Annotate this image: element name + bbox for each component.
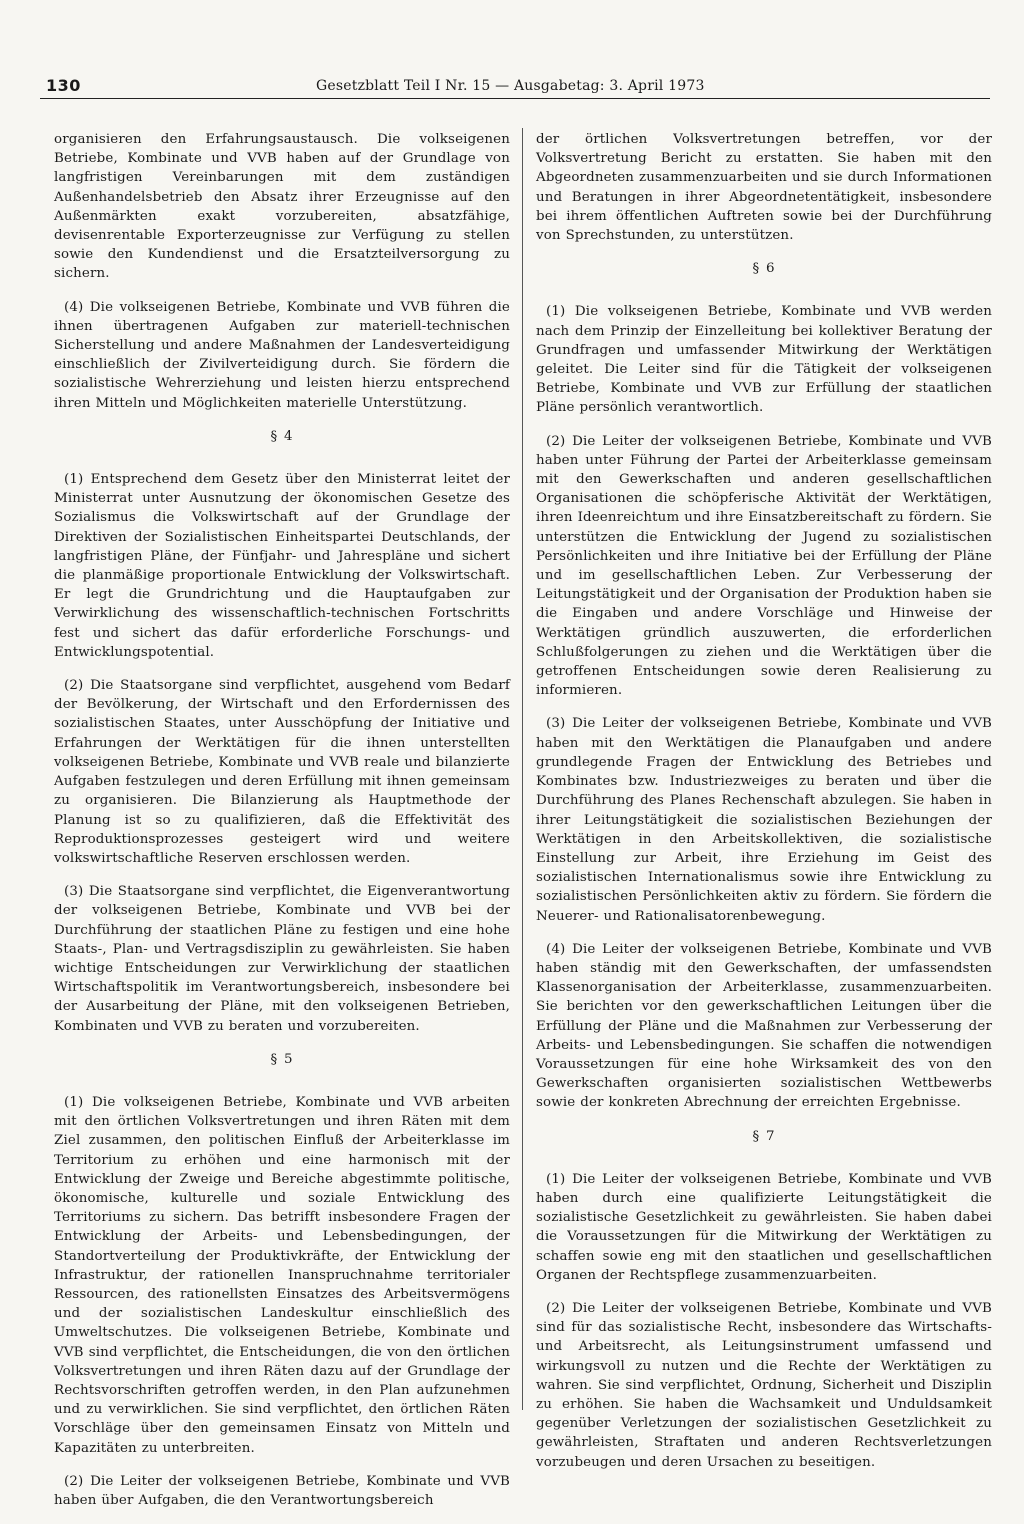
header-rule xyxy=(40,98,990,99)
paragraph: (1) Die volkseigenen Betriebe, Kombinate und VVB werden nach dem Prinzip der Einzelleitung bei kollektiver Beratung der Grundfragen und umfassender Mitwirkung der Werktätigen geleitet. Die Leiter sind für die Tätigkeit der volkseigenen Betriebe, Kombinate und VVB zur Erfüllung der staatlichen Pläne persönlich verantwortlich. xyxy=(536,304,992,416)
page-number: 130 xyxy=(46,76,81,95)
paragraph: (1) Die volkseigenen Betriebe, Kombinate und VVB arbeiten mit den örtlichen Volksvertretungen und ihren Räten mit dem Ziel zusammen, den politischen Einfluß der Arbeiterklasse im Territorium zu erhöhen und eine harmonisch mit der Entwicklung der Zweige und Bereiche abgestimmte politische, ökonomische, kulturelle und soziale Entwicklung des Territoriums zu sichern. Das betrifft insbesondere Fragen der Entwicklung der Arbeits- und Lebensbedingungen, der Standortverteilung der Produktivkräfte, der Entwicklung der Infrastruktur, der rationellen Inanspruchnahme territorialer Ressourcen, des rationellsten Einsatzes des Arbeitsvermögens und der sozialistischen Landeskultur einschließlich des Umweltschutzes. Die volkseigenen Betriebe, Kombinate und VVB sind verpflichtet, die Entscheidungen, die von den örtlichen Volksvertretungen und ihren Räten dazu auf der Grundlage der Rechtsvorschriften getroffen werden, in den Plan aufzunehmen und zu verwirklichen. Sie sind verpflichtet, den örtlichen Räten Vorschläge über den gemeinsamen Einsatz von Mitteln und Kapazitäten zu unterbreiten. xyxy=(54,1094,510,1456)
paragraph: (3) Die Leiter der volkseigenen Betriebe, Kombinate und VVB haben mit den Werktätigen die Planaufgaben und andere grundlegende Fragen der Entwicklung des Betriebes und Kombinates bzw. Industriezweiges zu beraten und über die Durchführung des Planes Rechenschaft abzulegen. Sie haben in ihrer Leitungstätigkeit die sozialistischen Beziehungen der Werktätigen in den Arbeitskollektiven, die sozialistische Einstellung zur Arbeit, ihre Erziehung im Geist des sozialistischen Internationalismus sowie ihre Entwicklung zu sozialistischen Persönlichkeiten aktiv zu fördern. Sie fördern die Neuerer- und Rationalisatorenbewegung. xyxy=(536,716,992,924)
left-column xyxy=(54,130,510,1524)
paragraph: (4) Die Leiter der volkseigenen Betriebe, Kombinate und VVB haben ständig mit den Gewerkschaften, der umfassendsten Klassenorganisation der Arbeiterklasse, zusammenzuarbeiten. Sie berichten vor den gewerkschaftlichen Leitungen über die Erfüllung der Pläne und die Maßnahmen zur Verbesserung der Arbeits- und Lebensbedingungen. Sie schaffen die notwendigen Voraussetzungen für eine hohe Wirksamkeit des von den Gewerkschaften organisierten sozialistischen Wettbewerbs sowie der konkreten Abrechnung der erreichten Ergebnisse. xyxy=(536,941,992,1111)
paragraph: (2) Die Leiter der volkseigenen Betriebe, Kombinate und VVB haben über Aufgaben, die den Verantwortungsbereich xyxy=(54,1473,510,1508)
paragraph: organisieren den Erfahrungsaustausch. Die volkseigenen Betriebe, Kombinate und VVB haben auf der Grundlage von langfristigen Vereinbarungen mit dem zuständigen Außenhandelsbetrieb den Absatz ihrer Erzeugnisse auf den Außenmärkten exakt vorzubereiten, absatzfähige, devisenrentable Exporterzeugnisse zur Verfügung zu stellen sowie den Kundendienst und die Ersatzteilversorgung zu sichern. xyxy=(54,132,510,282)
paragraph: (4) Die volkseigenen Betriebe, Kombinate und VVB führen die ihnen übertragenen Aufgaben zur materiell-technischen Sicherstellung und andere Maßnahmen der Landesverteidigung einschließlich der Zivilverteidigung durch. Sie fördern die sozialistische Wehrerziehung und leisten hierzu entsprechend ihren Mitteln und Möglichkeiten materielle Unterstützung. xyxy=(54,299,510,411)
section-heading-5: § 5 xyxy=(270,1051,294,1067)
paragraph: der örtlichen Volksvertretungen betreffen, vor der Volksvertretung Bericht zu erstatten. Sie haben mit den Abgeordneten zusammenzuarbeiten und sie durch Informationen und Beratungen in ihrer Abgeordnetentätigkeit, insbesondere bei ihrem öffentlichen Auftreten sowie bei der Durchführung von Sprechstunden, zu unterstützen. xyxy=(536,132,992,244)
running-head: Gesetzblatt Teil I Nr. 15 — Ausgabetag: 3. April 1973 xyxy=(316,78,705,94)
paragraph: (2) Die Leiter der volkseigenen Betriebe, Kombinate und VVB haben unter Führung der Partei der Arbeiterklasse gemeinsam mit den Gewerkschaften und anderen gesellschaftlichen Organisationen die schöpferische Aktivität der Werktätigen, ihren Ideenreichtum und ihre Einsatzbereitschaft zu fördern. Sie unterstützen die Entwicklung der Jugend zu sozialistischen Persönlichkeiten und ihre Initiative bei der Erfüllung der Pläne und im gesellschaftlichen Leben. Zur Verbesserung der Leitungstätigkeit und der Organisation der Produktion haben sie die Eingaben und andere Vorschläge und Hinweise der Werktätigen gründlich auszuwerten, die erforderlichen Schlußfolgerungen zu ziehen und die Werktätigen über die getroffenen Entscheidungen sowie deren Realisierung zu informieren. xyxy=(536,433,992,699)
paragraph: (2) Die Leiter der volkseigenen Betriebe, Kombinate und VVB sind für das sozialistische Recht, insbesondere das Wirtschafts- und Arbeitsrecht, als Leitungsinstrument umfassend und wirkungsvoll zu nutzen und die Rechte der Werktätigen zu wahren. Sie sind verpflichtet, Ordnung, Sicherheit und Disziplin zu erhöhen. Sie haben die Wachsamkeit und Unduldsamkeit gegenüber Verletzungen der sozialistischen Gesetzlichkeit zu gewährleisten, Straftaten und anderen Rechtsverletzungen vorzubeugen und deren Ursachen zu beseitigen. xyxy=(536,1300,992,1470)
paragraph: (1) Entsprechend dem Gesetz über den Ministerrat leitet der Ministerrat unter Ausnutzung der ökonomischen Gesetze des Sozialismus die Volkswirtschaft auf der Grundlage der Direktiven der Sozialistischen Einheitspartei Deutschlands, der langfristigen Pläne, der Fünfjahr- und Jahrespläne und sichert die planmäßige proportionale Entwicklung der Volkswirtschaft. Er legt die Grundrichtung und die Hauptaufgaben zur Verwirklichung des wissenschaftlich-technischen Fortschritts fest und sichert das dafür erforderliche Forschungs- und Entwicklungspotential. xyxy=(54,472,510,660)
right-column xyxy=(536,130,992,1486)
paragraph: (1) Die Leiter der volkseigenen Betriebe, Kombinate und VVB haben durch eine qualifizierte Leitungstätigkeit die sozialistische Gesetzlichkeit zu gewährleisten. Sie haben dabei die Voraussetzungen für die Mitwirkung der Werktätigen zu schaffen sowie eng mit den staatlichen und gesellschaftlichen Organen der Rechtspflege zusammenzuarbeiten. xyxy=(536,1171,992,1283)
section-heading-4: § 4 xyxy=(270,428,294,444)
paragraph: (2) Die Staatsorgane sind verpflichtet, ausgehend vom Bedarf der Bevölkerung, der Wirtschaft und den Erfordernissen des sozialistischen Staates, unter Ausschöpfung der Initiative und Erfahrungen der Werktätigen für die ihnen unterstellten volkseigenen Betriebe, Kombinate und VVB reale und bilanzierte Aufgaben festzulegen und deren Erfüllung mit ihnen gemeinsam zu organisieren. Die Bilanzierung als Hauptmethode der Planung ist so zu qualifizieren, daß die Effektivität des Reproduktionsprozesses gesteigert wird und weitere volkswirtschaftliche Reserven erschlossen werden. xyxy=(54,678,510,866)
column-divider xyxy=(522,128,523,1410)
section-heading-6: § 6 xyxy=(752,261,776,277)
paragraph: (3) Die Staatsorgane sind verpflichtet, die Eigenverantwortung der volkseigenen Betriebe, Kombinate und VVB bei der Durchführung der staatlichen Pläne zu festigen und eine hohe Staats-, Plan- und Vertragsdisziplin zu gewährleisten. Sie haben wichtige Entscheidungen zur Verwirklichung der staatlichen Wirtschaftspolitik im Verantwortungsbereich, insbesondere bei der Ausarbeitung der Pläne, mit den volkseigenen Betrieben, Kombinaten und VVB zu beraten und vorzubereiten. xyxy=(54,884,510,1034)
section-heading-7: § 7 xyxy=(752,1128,776,1144)
page-header xyxy=(40,76,990,104)
